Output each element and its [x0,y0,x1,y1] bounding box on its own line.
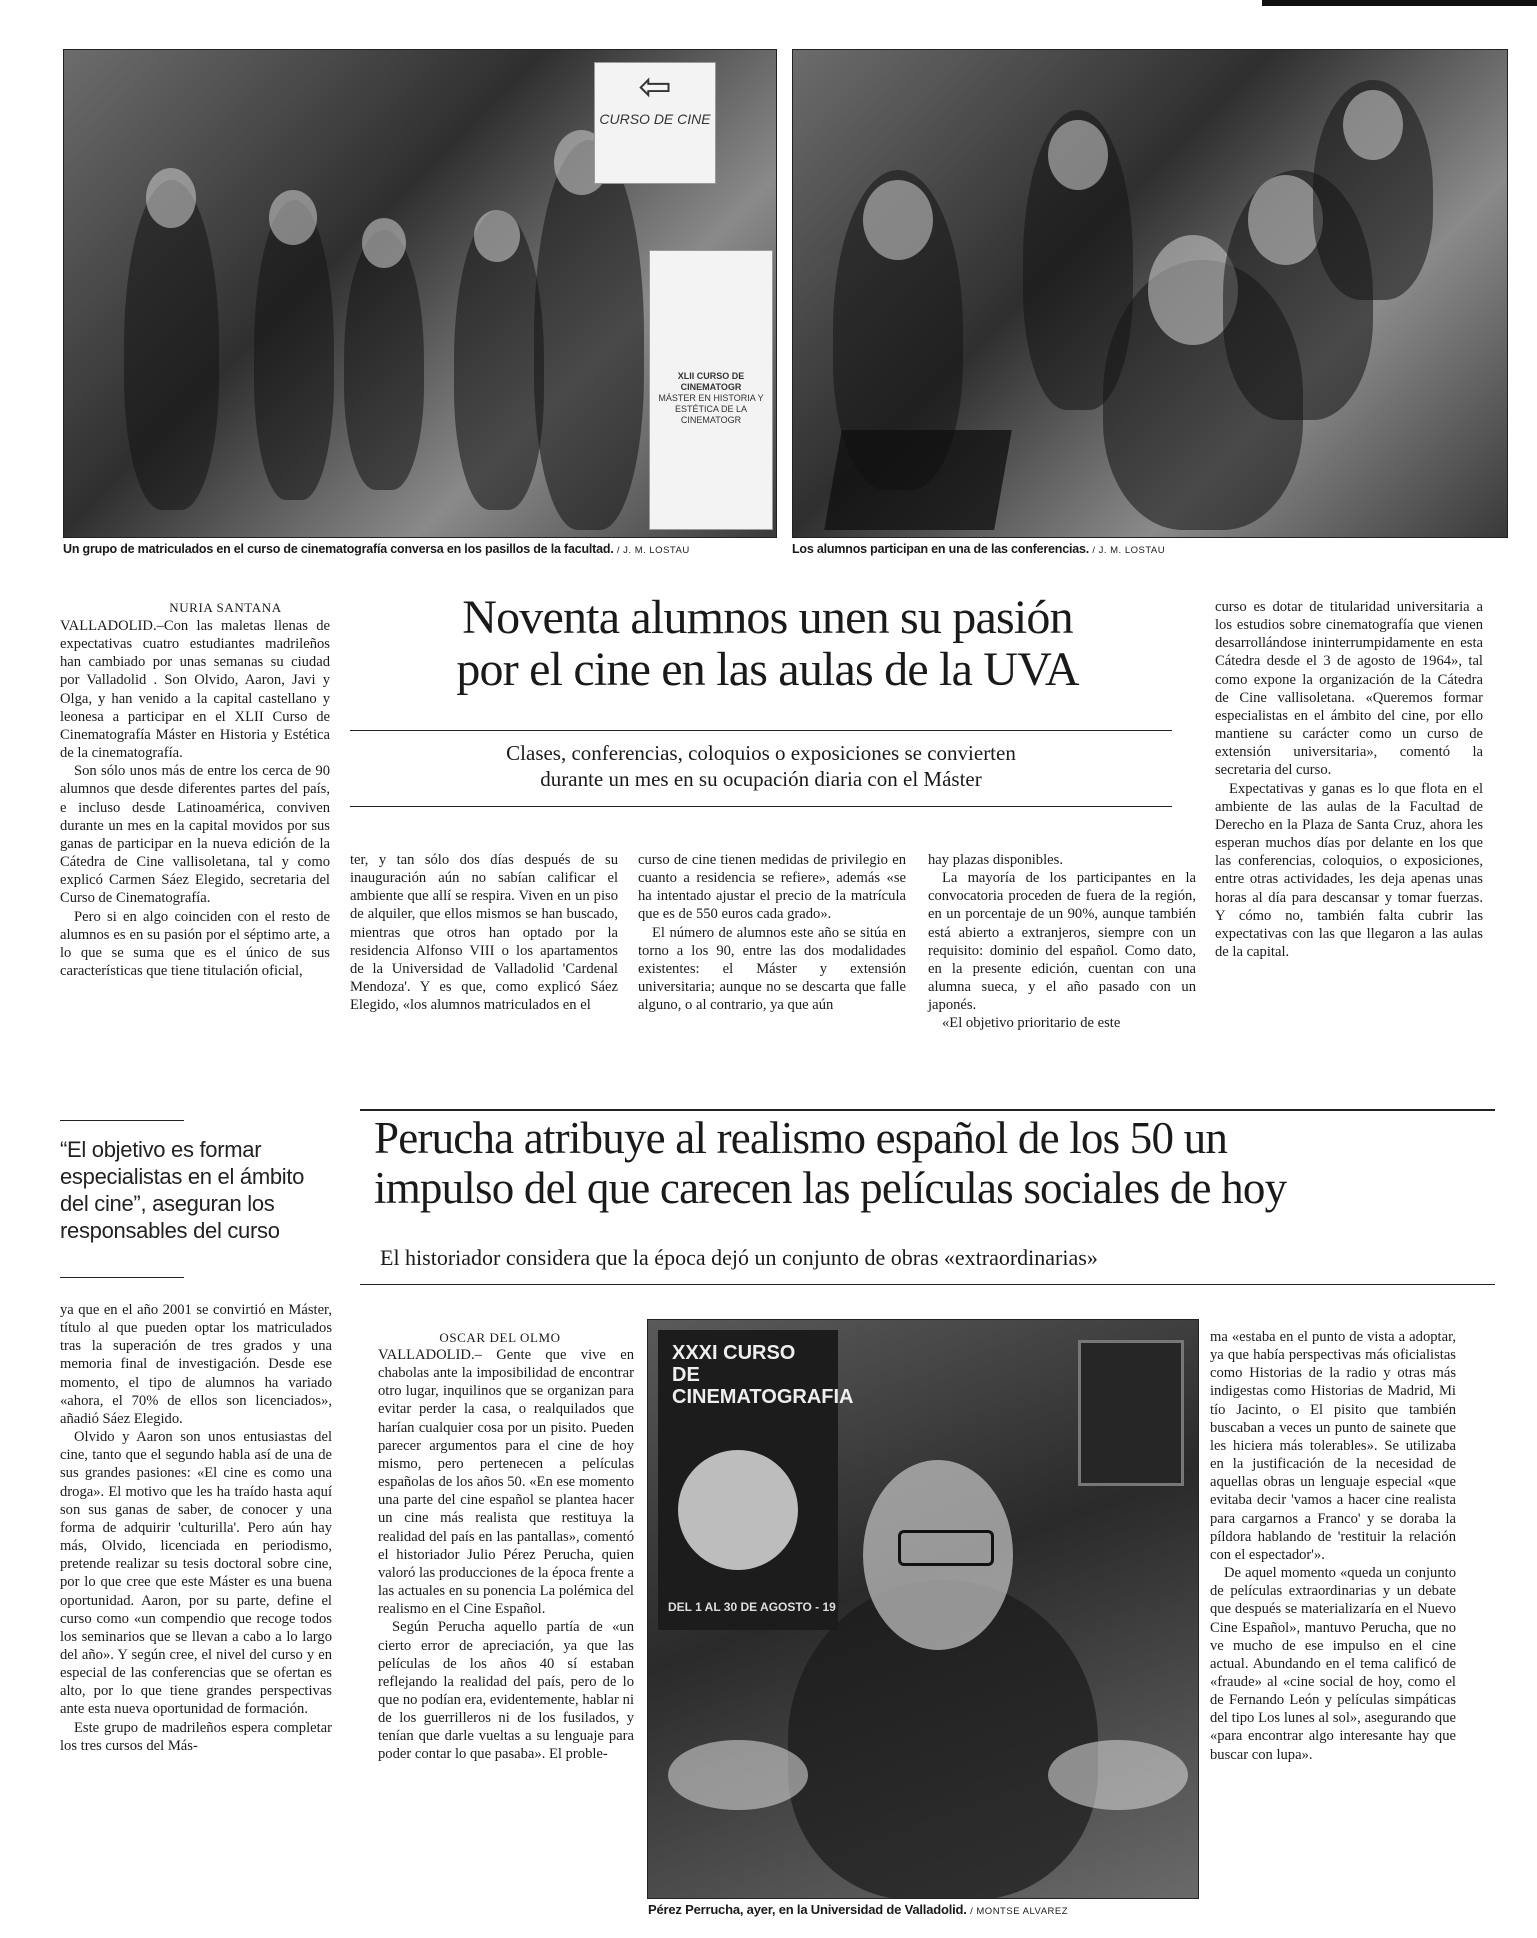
photo-conference [792,49,1508,538]
article1-col5: curso es dotar de titularidad universitaria a los estudios sobre cinematografía que vienen desarrollándose ininterrumpidamente en esta Cátedra desde el 3 de agosto de 1964», tal como expone la organización de la Cátedra de Cine vallisoletana. «Queremos formar especialistas en el ámbito del cine, por ello mantiene su carácter como un curso de extensión universitaria», comentó la secretaria del curso. Expectativas y ganas es lo que flota en el ambiente de las aulas de la Facultad de Derecho en la Plaza de Santa Cruz, ahora les esperan muchos días por delante en los que las conferencias, coloquios, o exposiciones, entre otras actividades, les deja apenas unas horas al día para descansar y tomar fuerzas. Y cómo no, también falta cubrir las expectativas con las que llegaron a las aulas de la capital. [1215,599,1483,960]
article1-byline: NURIA SANTANA [169,600,282,615]
top-edge-bar [1262,0,1537,6]
article1-col1-continued: ya que en el año 2001 se convirtió en Máster, título al que pueden optar los matriculados tras la superación de tres grados y una memoria final de investigación. Desde ese momento, el tipo de alumnos ha variado «ahora, el 70% de ellos son licenciados», añadió Sáez Elegido. Olvido y Aaron son unos entusiastas del cine, tanto que el segundo habla así de una de sus grandes pasiones: «El cine es como una droga». El motivo que les ha traído hasta aquí son sus ganas de saber, de conocer y una forma de adquirir 'culturilla'. Pero aún hay más, Olvido, licenciada en periodismo, pretende realizar su tesis doctoral sobre cine, por lo que cree que este Máster es una buena oportunidad. Aaron, por su parte, define el curso como «un compendio que recoge todos los seminarios que se llevan a cabo a lo largo del año». Y según cree, el nivel del curso y en especial de las conferencias que se ofertan es alto, por lo que tiene grandes perspectivas ante esta nueva oportunidad de formación. Este grupo de madrileños espera completar los tres cursos del Más- [60,1302,332,1754]
article2-subhead-rule [360,1284,1495,1285]
glasses [898,1530,994,1566]
article2-col-a: VALLADOLID.– Gente que vive en chabolas ante la imposibilidad de encontrar otro lugar, inquilinos que se organizan para evitar perder la casa, o realquilados que harían cualquier cosa por un pisito. Pueden parecer argumentos para el cine de hoy mismo, pero pertenecen a películas españolas de los años 50. «En ese momento una parte del cine español se plantea hacer un cine más realista que restituya la realidad del país en las pantallas», comentó el historiador Julio Pérez Perucha, quien valoró las producciones de la época frente a las actuales en su ponencia La polémica del realismo en el Cine Español. Según Perucha aquello partía de «un cierto error de apreciación, ya que las películas de los años 40 sí estaban reflejando la realidad del país, pero de lo que no podían era, evidentemente, hablar ni de los guerrilleros ni de los fusilados, y tenían que darle vueltas a su lenguaje para poder contar lo que pasaba». El proble- [378,1347,634,1763]
pullquote: “El objetivo es formar especialistas en el ámbito del cine”, aseguran los responsables del curso [60,1137,305,1243]
photo-students-hallway [63,49,777,538]
framed-picture [1078,1340,1184,1486]
photo2-caption: Los alumnos participan en una de las conferencias. / J. M. LOSTAU [792,542,1166,556]
article1-subhead: Clases, conferencias, coloquios o exposiciones se convierten durante un mes en su ocupación diaria con el Máster [506,741,1016,791]
article1-col3: curso de cine tienen medidas de privilegio en cuanto a residencia se refiere», además «se ha intentado ajustar el precio de la matrícula que es de 550 euros cada grado». El número de alumnos este año se sitúa en torno a los 90, entre las dos modalidades existentes: el Máster y extensión universitaria; aunque no se descarta que falle alguno, o al contrario, ya que aún [638,852,906,1014]
article2-headline: Perucha atribuye al realismo español de los 50 un impulso del que carecen las películas sociales de hoy [374,1113,1287,1213]
course-banner: XLII CURSO DE CINEMATOGR MÁSTER EN HISTORIA Y ESTÉTICA DE LA CINEMATOGR [649,250,773,530]
article1-headline-rule [350,730,1172,731]
article1-subhead-rule [350,806,1172,807]
course-poster: XXXI CURSO DE CINEMATOGRAFIA DEL 1 AL 30 DE AGOSTO - 19 [658,1330,838,1630]
laptop [824,430,1012,530]
hand-left [668,1740,808,1810]
curso-de-cine-sign: ⇦ CURSO DE CINE [594,62,716,184]
moon-illustration [678,1450,798,1570]
article1-col1: VALLADOLID.–Con las maletas llenas de expectativas cuatro estudiantes madrileños han cambiado por unas semanas su ciudad por Valladolid . Son Olvido, Aaron, Javi y Olga, y han venido a la capital castellano y leonesa a participar en el XLII Curso de Cinematografía Máster en Historia y Estética de la cinematografía. Son sólo unos más de entre los cerca de 90 alumnos que desde diferentes partes del país, e incluso desde Latinoamérica, conviven durante un mes en la capital movidos por sus ganas de participar en la nueva edición de la Cátedra de Cine vallisoletana, tal y como explicó Carmen Sáez Elegido, secretaria del Curso de Cinematografía. Pero si en algo coinciden con el resto de alumnos es en su pasión por el séptimo arte, a lo que se suma que es el único de sus características que tiene titulación oficial, [60,618,330,979]
photo1-caption: Un grupo de matriculados en el curso de cinematografía conversa en los pasillos de la facultad. / J. M. LOSTAU [63,542,690,556]
article1-headline: Noventa alumnos unen su pasión por el cine en las aulas de la UVA [456,591,1079,696]
photo-perucha-caption: Pérez Perrucha, ayer, en la Universidad de Valladolid. / MONTSE ALVAREZ [648,1902,1069,1917]
pullquote-rule-top [60,1120,184,1121]
hand-right [1048,1740,1188,1810]
article2-subhead: El historiador considera que la época dejó un conjunto de obras «extraordinarias» [380,1245,1098,1270]
pullquote-rule-bottom [60,1277,184,1278]
photo-perucha [647,1319,1199,1899]
article2-top-rule [360,1109,1495,1111]
article2-col-b: ma «estaba en el punto de vista a adoptar, ya que había perspectivas más oficialistas como Historias de la radio y otras más indigestas como Historias de Madrid, Mi tío Jacinto, o El pisito que también buscaban a veces un punto de sainete que les hiciera más tolerables». Se utilizaba en la justificación de la necesidad de aquellas obras un lenguaje especial «que evitaba decir 'vamos a hacer cine realista para cargarnos a Franco' y se doraba la píldora hablando de 'restituir la relación con el espectador'». De aquel momento «queda un conjunto de películas extraordinarias y un debate que después se materializaría en el Nuevo Cine Español», mantuvo Perucha, que no ve mucho de ese impulso en el cine actual. Abundando en el tema calificó de «fraude» al «cine social de hoy, como el de Fernando León y películas simpáticas del tipo Los lunes al sol», asegurando que «para encontrar algo interesante hay que buscar con lupa». [1210,1329,1456,1763]
article1-col4: hay plazas disponibles. La mayoría de los participantes en la convocatoria proceden de fuera de la región, en un porcentaje de un 90%, aunque también está abierto a extranjeros, siempre con un requisito: dominio del español. Como dato, en la presente edición, cuentan con una alumna sueca, y el año pasado con un japonés. «El objetivo prioritario de este [928,852,1196,1032]
article2-byline: OSCAR DEL OLMO [439,1330,561,1345]
article1-col2: ter, y tan sólo dos días después de su inauguración aún no sabían calificar el ambiente que allí se respira. Viven en un piso de alquiler, que ellos mismos se han buscado, mientras que otros han optado por la residencia Alfonso VIII o los apartamentos de la Universidad de Valladolid 'Cardenal Mendoza'. Y es que, como explicó Sáez Elegido, «los alumnos matriculados en el [350,852,618,1014]
